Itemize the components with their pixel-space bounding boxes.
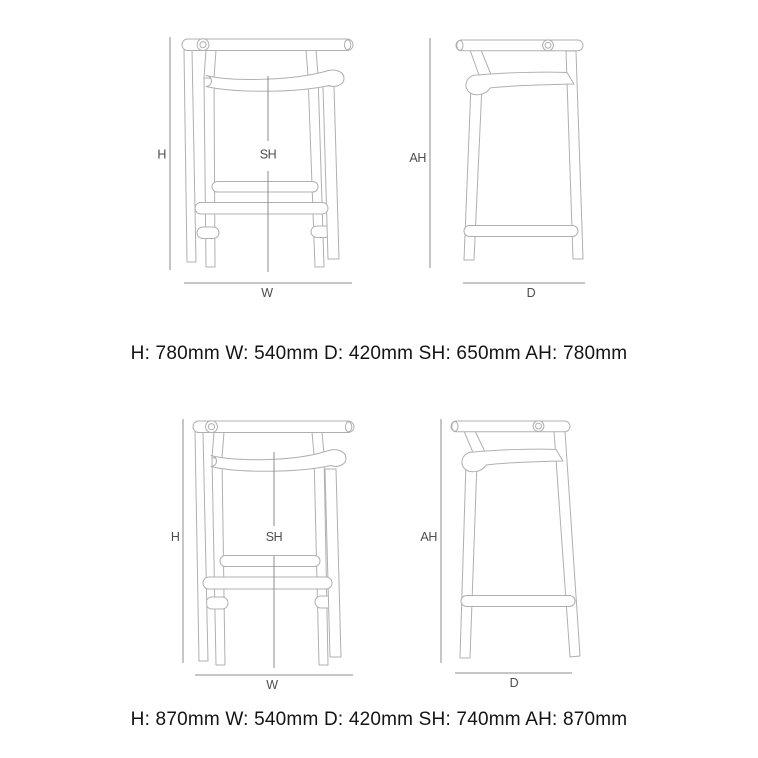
ah-label: AH: [420, 530, 437, 544]
stool-a-side-view: [409, 38, 585, 300]
rear-leg-right: [308, 75, 324, 267]
footrest: [461, 596, 575, 607]
width-label: W: [261, 286, 273, 300]
backrest-bar-end-cap: [345, 422, 351, 432]
footrest: [464, 226, 578, 237]
width-label: W: [266, 678, 278, 692]
rear-footrest: [220, 556, 320, 567]
backrest-knob-inner: [208, 424, 214, 430]
backrest-bar: [456, 40, 583, 51]
front-leg-left: [195, 432, 208, 661]
spec-line-stool-b: H: 870mm W: 540mm D: 420mm SH: 740mm AH: 870mm: [130, 709, 628, 730]
seat-height-label: SH: [259, 147, 277, 162]
side-stretcher-left: [197, 227, 219, 239]
stool-b-front-view: [171, 419, 354, 692]
back-post-right: [306, 50, 318, 75]
back-post-right: [312, 432, 324, 455]
ah-label: AH: [409, 151, 426, 165]
depth-label: D: [509, 676, 519, 690]
backrest-dowel-inner: [536, 423, 542, 429]
back-post-left: [204, 50, 216, 78]
back-post-left: [212, 432, 224, 458]
front-leg: [554, 431, 580, 657]
seat-height-label: SH: [265, 530, 283, 544]
backrest-dowel-inner: [545, 42, 551, 48]
rear-footrest: [212, 182, 318, 193]
spec-line-stool-a: H: 780mm W: 540mm D: 420mm SH: 650mm AH: 780mm: [130, 343, 628, 364]
seat-rail: [462, 449, 563, 472]
seat-rail: [211, 450, 346, 472]
front-footrest: [203, 577, 332, 589]
back-leg: [460, 462, 477, 658]
depth-label: D: [526, 286, 536, 300]
backrest-bar: [451, 421, 570, 432]
backrest-bar-end-cap: [457, 41, 463, 51]
seat-rail: [466, 72, 574, 95]
backrest-knob-inner: [200, 42, 206, 48]
side-stretcher-left: [206, 597, 228, 609]
backrest-bar-end-cap: [344, 40, 350, 50]
front-footrest: [195, 203, 328, 215]
height-label: H: [157, 147, 166, 162]
stool-b-side-view: [420, 419, 580, 690]
height-label: H: [170, 530, 180, 544]
front-leg-left: [184, 50, 196, 262]
backrest-bar-end-cap: [452, 422, 458, 432]
stool-a-front-view: [157, 37, 353, 300]
